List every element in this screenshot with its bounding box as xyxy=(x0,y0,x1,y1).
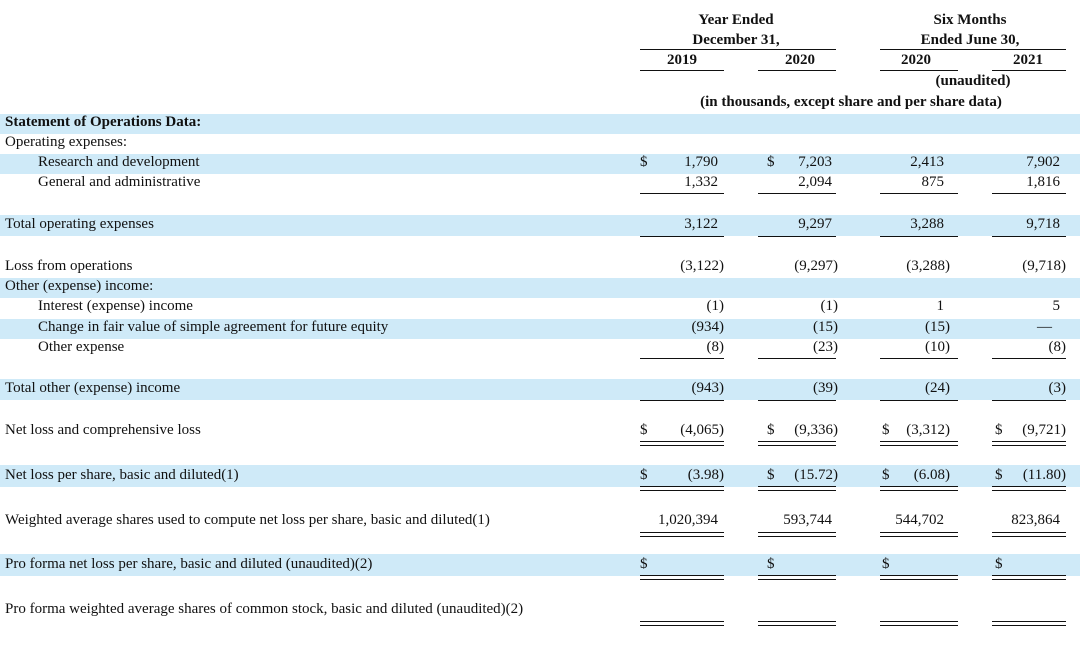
dollar-sign: $ xyxy=(767,154,775,170)
cell-value: (11.80) xyxy=(1022,467,1066,483)
double-rule xyxy=(880,532,958,537)
sum-rule xyxy=(758,400,836,401)
cell-value: (4,065) xyxy=(680,422,724,438)
row-band xyxy=(0,278,1080,298)
cell-value: (24) xyxy=(925,380,950,396)
dollar-sign: $ xyxy=(882,422,890,438)
cell-value: 2,094 xyxy=(798,174,832,190)
sum-rule xyxy=(640,236,724,237)
row-label: Total operating expenses xyxy=(5,216,154,232)
sum-rule xyxy=(880,400,958,401)
double-rule xyxy=(880,621,958,626)
cell-value: (9,721) xyxy=(1022,422,1066,438)
cell-value: 3,122 xyxy=(684,216,718,232)
dollar-sign: $ xyxy=(995,422,1003,438)
double-rule xyxy=(992,575,1066,580)
sum-rule xyxy=(880,358,958,359)
header-group-six-months xyxy=(870,10,1070,50)
sum-rule xyxy=(640,193,724,194)
cell-value: 9,718 xyxy=(1026,216,1060,232)
sum-rule xyxy=(758,236,836,237)
sum-rule xyxy=(640,358,724,359)
cell-value: 823,864 xyxy=(1011,512,1060,528)
dollar-sign: $ xyxy=(640,422,648,438)
header-rule xyxy=(880,49,1066,50)
year-2021: 2021 xyxy=(1013,52,1043,68)
sum-rule xyxy=(992,400,1066,401)
cell-value: (3) xyxy=(1048,380,1066,396)
row-label: Net loss and comprehensive loss xyxy=(5,422,201,438)
year-2020-annual: 2020 xyxy=(785,52,815,68)
dollar-sign: $ xyxy=(767,467,775,483)
cell-value: 2,413 xyxy=(910,154,944,170)
cell-value: 3,288 xyxy=(910,216,944,232)
double-rule xyxy=(992,441,1066,446)
sum-rule xyxy=(758,358,836,359)
double-rule xyxy=(992,486,1066,491)
cell-value: (15.72) xyxy=(794,467,838,483)
cell-value: (3,312) xyxy=(906,422,950,438)
cell-value: — xyxy=(1037,319,1052,335)
row-label: Other expense xyxy=(38,339,125,355)
dollar-sign: $ xyxy=(640,154,648,170)
sum-rule xyxy=(992,236,1066,237)
header-line: Six Months xyxy=(933,12,1007,28)
double-rule xyxy=(880,441,958,446)
row-label: Pro forma net loss per share, basic and diluted (unaudited)(2) xyxy=(5,556,373,572)
cell-value: (1) xyxy=(820,298,838,314)
row-label: Research and development xyxy=(38,154,200,170)
double-rule xyxy=(758,575,836,580)
cell-value: 875 xyxy=(921,174,944,190)
year-underline xyxy=(640,70,724,71)
cell-value: (943) xyxy=(691,380,724,396)
cell-value: (934) xyxy=(691,319,724,335)
row-label: Interest (expense) income xyxy=(38,298,193,314)
dollar-sign: $ xyxy=(640,467,648,483)
row-label: General and administrative xyxy=(38,174,201,190)
dollar-sign: $ xyxy=(995,467,1003,483)
row-label: Net loss per share, basic and diluted(1) xyxy=(5,467,239,483)
double-rule xyxy=(640,441,724,446)
dollar-sign: $ xyxy=(995,556,1003,572)
units-note: (in thousands, except share and per share data) xyxy=(700,94,1002,110)
double-rule xyxy=(758,441,836,446)
cell-value: 544,702 xyxy=(895,512,944,528)
cell-value: (10) xyxy=(925,339,950,355)
row-label: Change in fair value of simple agreement for future equity xyxy=(38,319,389,335)
sum-rule xyxy=(640,400,724,401)
cell-value: (3,122) xyxy=(680,258,724,274)
double-rule xyxy=(992,532,1066,537)
year-2019: 2019 xyxy=(667,52,697,68)
cell-value: 7,203 xyxy=(798,154,832,170)
sum-rule xyxy=(880,236,958,237)
row-label: Loss from operations xyxy=(5,258,133,274)
header-line: Year Ended xyxy=(698,12,774,28)
row-label: Weighted average shares used to compute net loss per share, basic and diluted(1) xyxy=(5,512,490,528)
double-rule xyxy=(640,621,724,626)
cell-value: 5 xyxy=(1052,298,1060,314)
cell-value: (1) xyxy=(706,298,724,314)
dollar-sign: $ xyxy=(767,556,775,572)
dollar-sign: $ xyxy=(640,556,648,572)
year-underline xyxy=(758,70,836,71)
cell-value: (15) xyxy=(813,319,838,335)
cell-value: 593,744 xyxy=(783,512,832,528)
row-label: Total other (expense) income xyxy=(5,380,181,396)
header-line: December 31, xyxy=(692,32,780,48)
cell-value: (39) xyxy=(813,380,838,396)
unaudited-label: (unaudited) xyxy=(935,73,1011,89)
dollar-sign: $ xyxy=(882,467,890,483)
cell-value: 1,816 xyxy=(1026,174,1060,190)
cell-value: (9,336) xyxy=(794,422,838,438)
double-rule xyxy=(758,621,836,626)
header-rule xyxy=(640,49,836,50)
cell-value: 1 xyxy=(936,298,944,314)
double-rule xyxy=(880,486,958,491)
section-title: Statement of Operations Data: xyxy=(5,114,202,130)
cell-value: (8) xyxy=(706,339,724,355)
cell-value: 1,790 xyxy=(684,154,718,170)
dollar-sign: $ xyxy=(882,556,890,572)
cell-value: (3,288) xyxy=(906,258,950,274)
cell-value: 9,297 xyxy=(798,216,832,232)
sum-rule xyxy=(992,193,1066,194)
year-underline xyxy=(880,70,958,71)
double-rule xyxy=(992,621,1066,626)
double-rule xyxy=(880,575,958,580)
double-rule xyxy=(758,486,836,491)
cell-value: 1,332 xyxy=(684,174,718,190)
double-rule xyxy=(640,575,724,580)
cell-value: (9,297) xyxy=(794,258,838,274)
double-rule xyxy=(640,486,724,491)
cell-value: 7,902 xyxy=(1026,154,1060,170)
cell-value: (23) xyxy=(813,339,838,355)
cell-value: (9,718) xyxy=(1022,258,1066,274)
row-label: Pro forma weighted average shares of common stock, basic and diluted (unaudited)(2) xyxy=(5,601,524,617)
cell-value: (8) xyxy=(1048,339,1066,355)
double-rule xyxy=(758,532,836,537)
double-rule xyxy=(640,532,724,537)
cell-value: (3.98) xyxy=(687,467,724,483)
dollar-sign: $ xyxy=(767,422,775,438)
sum-rule xyxy=(758,193,836,194)
sum-rule xyxy=(880,193,958,194)
year-2020-six: 2020 xyxy=(901,52,931,68)
row-label: Operating expenses: xyxy=(5,134,128,150)
year-underline xyxy=(992,70,1066,71)
sum-rule xyxy=(992,358,1066,359)
header-group-year-ended xyxy=(636,10,836,50)
cell-value: (6.08) xyxy=(913,467,950,483)
header-line: Ended June 30, xyxy=(920,32,1020,48)
cell-value: 1,020,394 xyxy=(658,512,718,528)
cell-value: (15) xyxy=(925,319,950,335)
row-label: Other (expense) income: xyxy=(5,278,154,294)
